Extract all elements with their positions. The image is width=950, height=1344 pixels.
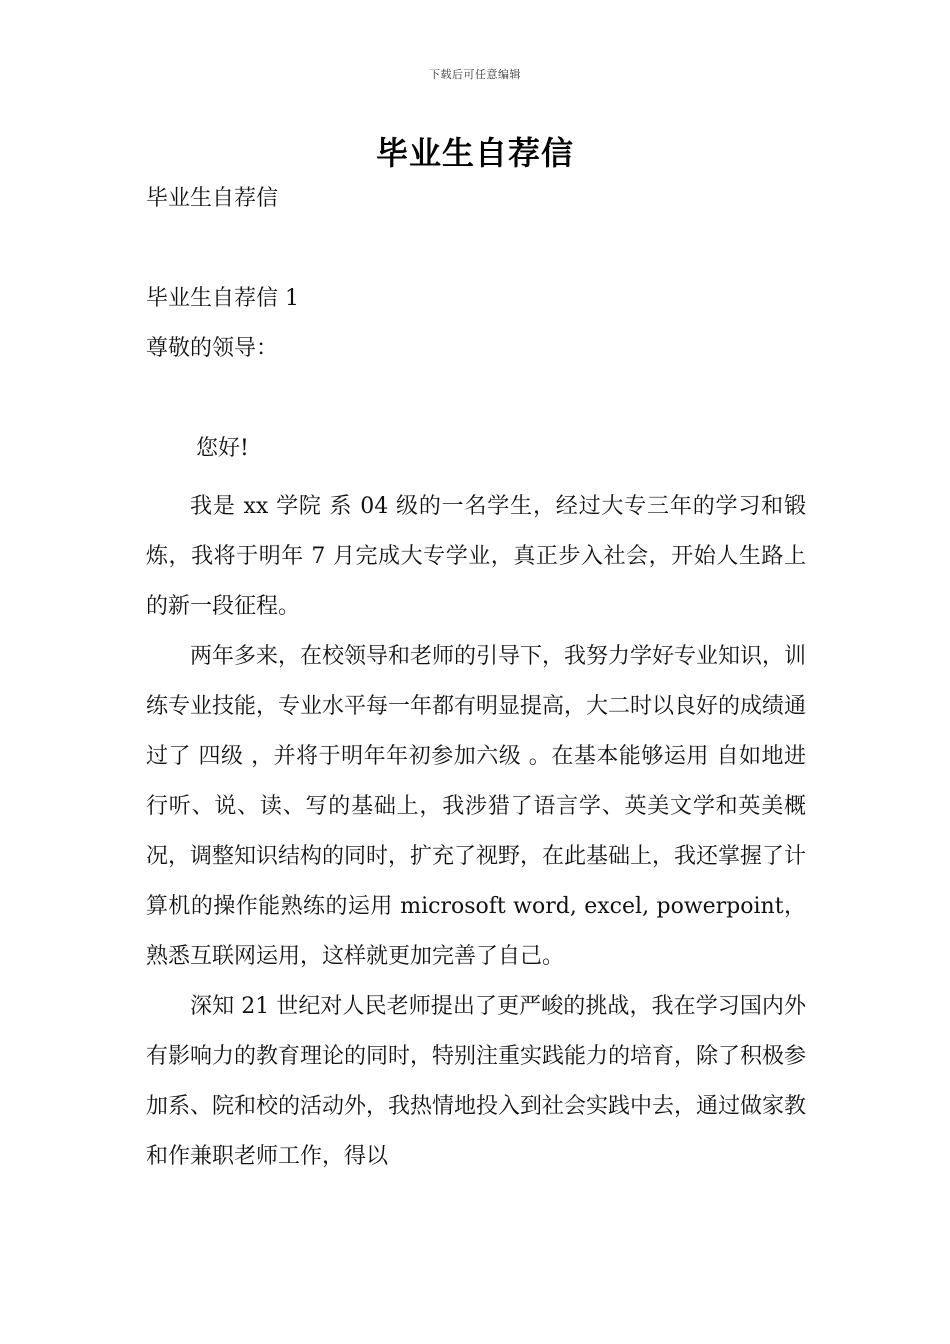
paragraph-study: 两年多来，在校领导和老师的引导下，我努力学好专业知识，训练专业技能，专业水平每一年都有明显提高，大二时以良好的成绩通过了 四级 ，并将于明年年初参加六级 。在基本能够运用 自如地进行听、说、读、写的基础上，我涉猎了语言学、英美文学和英美概况，调整知识结构的同时，扩充了视野，在此基础上，我还掌握了计算机的操作能熟练的运用 microsoft word, excel, powerpoint，熟悉互联网运用，这样就更加完善了自己。 — [146, 644, 807, 969]
subtitle: 毕业生自荐信 — [146, 186, 279, 211]
greeting: 您好! — [196, 436, 249, 461]
paragraph-intro: 我是 xx 学院 系 04 级的一名学生，经过大专三年的学习和锻炼，我将于明年 7 月完成大专学业，真正步入社会，开始人生路上的新一段征程。 — [146, 494, 806, 619]
letter-body — [146, 482, 806, 1182]
header-note: 下载后可任意编辑 — [429, 68, 521, 81]
salutation: 尊敬的领导： — [146, 336, 279, 361]
paragraph-practice: 深知 21 世纪对人民老师提出了更严峻的挑战，我在学习国内外有影响力的教育理论的同时，特别注重实践能力的培育，除了积极参加系、院和校的活动外，我热情地投入到社会实践中去，通过做家教和作兼职老师工作，得以 — [146, 994, 807, 1169]
section-heading: 毕业生自荐信 1 — [146, 286, 299, 311]
document-title: 毕业生自荐信 — [375, 134, 574, 172]
